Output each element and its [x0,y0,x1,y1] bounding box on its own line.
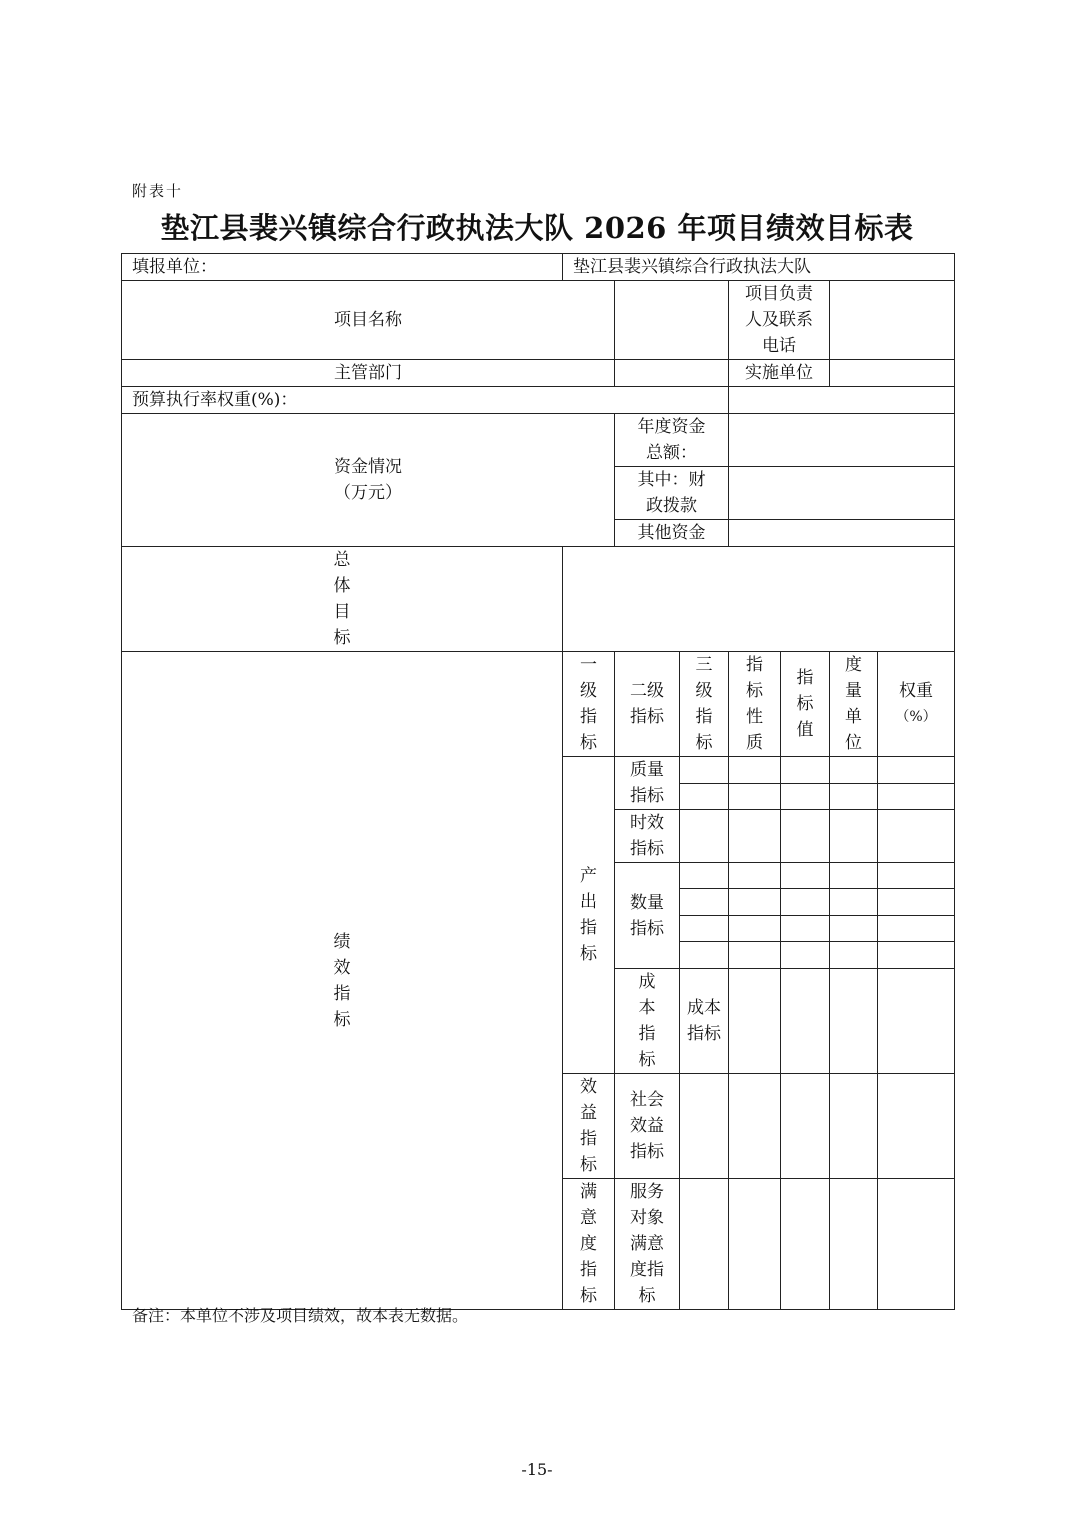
table-cell [830,810,878,863]
table-cell [680,757,729,784]
timeliness-indicator-label: 时效指标 [615,810,680,863]
cost-l1-label: 成本指标 [615,969,680,1074]
table-cell [781,1074,830,1179]
table-cell [729,863,781,889]
table-cell [729,942,781,969]
fill-unit-value: 垫江县裴兴镇综合行政执法大队 [563,254,955,281]
table-cell [781,916,830,942]
page-title: 垫江县裴兴镇综合行政执法大队 2026 年项目绩效目标表 [160,211,914,245]
project-name-label: 项目名称 [122,281,615,360]
table-cell [680,916,729,942]
table-cell [830,783,878,810]
table-cell [878,810,955,863]
table-cell [680,783,729,810]
table-cell [729,757,781,784]
table-cell [781,1179,830,1310]
other-funds-label: 其他资金 [615,520,729,547]
cost-l2-label: 成本指标 [680,969,729,1074]
table-cell [729,810,781,863]
table-cell [878,783,955,810]
funds-unit: （万元） [334,483,402,503]
table-cell [729,783,781,810]
table-cell [680,942,729,969]
table-cell [680,1074,729,1179]
header-weight-unit: （%） [895,709,937,725]
project-name-cell [615,281,729,360]
quality-indicator-label: 质量指标 [615,757,680,810]
header-level2: 二级指标 [615,652,680,757]
overall-goal-cell [563,547,955,652]
performance-label: 绩效指标 [122,652,563,1310]
table-cell [878,942,955,969]
table-cell [830,757,878,784]
satisfaction-l1-label: 满意度指标 [563,1179,615,1310]
header-value: 指标值 [781,652,830,757]
table-cell [830,916,878,942]
table-cell [729,1179,781,1310]
table-cell [830,1179,878,1310]
header-nature: 指标性质 [729,652,781,757]
other-funds-cell [729,520,955,547]
page-number: -15- [521,1460,553,1479]
table-cell [729,889,781,916]
table-cell [781,889,830,916]
supervisor-cell [615,360,729,387]
funds-label [122,414,615,547]
budget-rate-cell [729,387,955,414]
table-cell [878,1074,955,1179]
header-weight-label: 权重 [899,681,933,701]
table-cell [830,889,878,916]
table-cell [878,863,955,889]
table-cell [729,1074,781,1179]
table-cell [729,916,781,942]
output-indicator-label: 产出指标 [563,757,615,1074]
table-cell [878,889,955,916]
table-cell [781,942,830,969]
header-level1: 一级指标 [563,652,615,757]
footnote: 备注：本单位不涉及项目绩效，故本表无数据。 [132,1306,469,1325]
table-cell [680,889,729,916]
table-cell [781,969,830,1074]
table-cell [830,863,878,889]
benefit-l1-label: 效益指标 [563,1074,615,1179]
table-cell [729,969,781,1074]
overall-goal-label: 总体目标 [122,547,563,652]
header-level3: 三级指标 [680,652,729,757]
header-weight [878,652,955,757]
implementer-label: 实施单位 [729,360,830,387]
social-benefit-label: 社会效益指标 [615,1074,680,1179]
table-cell [830,969,878,1074]
appendix-label: 附表十 [132,182,184,200]
table-cell [781,757,830,784]
funds-title: 资金情况 [334,457,402,477]
table-cell [680,863,729,889]
table-cell [878,1179,955,1310]
satisfaction-l2-label: 服务对象满意度指标 [615,1179,680,1310]
fiscal-cell [729,467,955,520]
quantity-indicator-label: 数量指标 [615,863,680,969]
supervisor-label: 主管部门 [122,360,615,387]
table-cell [878,757,955,784]
fiscal-label: 其中：财政拨款 [615,467,729,520]
annual-total-cell [729,414,955,467]
table-cell [830,942,878,969]
table-cell [781,810,830,863]
table-cell [680,1179,729,1310]
performance-target-table [121,253,955,1310]
annual-total-label: 年度资金总额： [615,414,729,467]
table-cell [878,969,955,1074]
project-lead-label: 项目负责人及联系电话 [729,281,830,360]
project-lead-cell [830,281,955,360]
fill-unit-label: 填报单位： [122,254,563,281]
table-cell [781,783,830,810]
table-cell [781,863,830,889]
table-cell [878,916,955,942]
implementer-cell [830,360,955,387]
header-unit: 度量单位 [830,652,878,757]
table-cell [680,810,729,863]
budget-rate-label: 预算执行率权重(%)： [122,387,729,414]
table-cell [830,1074,878,1179]
